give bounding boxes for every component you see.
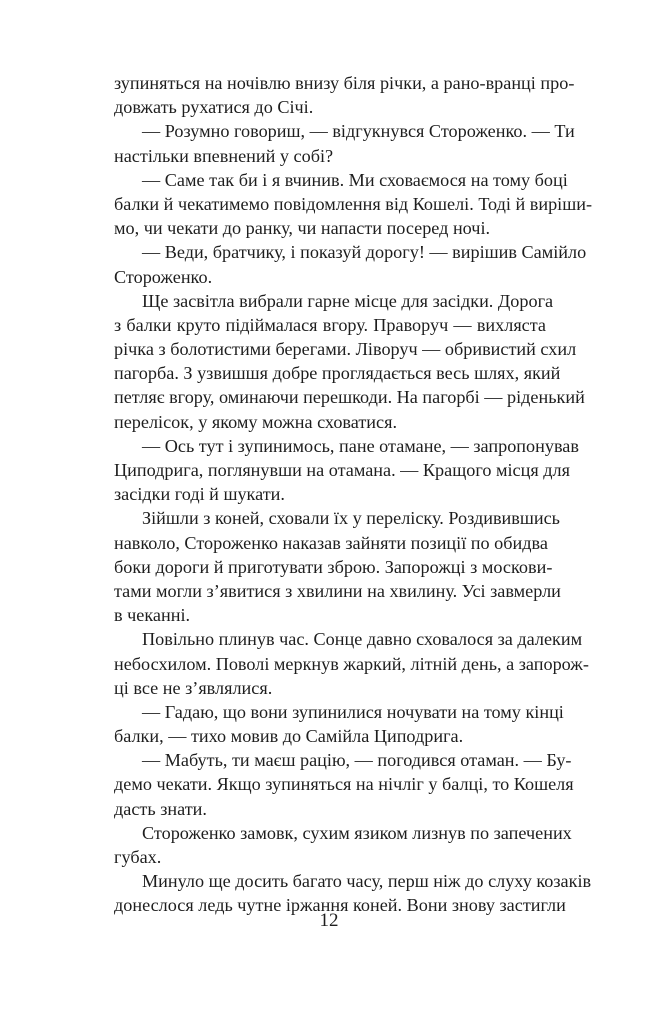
text-line: пагорба. З узвишшя добре проглядається весь шлях, який (114, 363, 561, 384)
text-line: петляє вгору, оминаючи перешкоди. На пагорбі — ріденький (114, 387, 585, 408)
text-line: балки, — тихо мовив до Самійла Циподрига. (114, 726, 464, 747)
text-line: небосхилом. Поволі меркнув жаркий, літній день, а запорож- (114, 653, 589, 674)
text-line: — Розумно говориш, — відгукнувся Стороженко. — Ти (142, 121, 575, 142)
text-line: — Веди, братчику, і показуй дорогу! — вирішив Самійло (142, 242, 587, 263)
text-line: зупиняться на ночівлю внизу біля річки, а рано-вранці про- (114, 73, 575, 93)
text-line: з балки круто підіймалася вгору. Праворуч — вихляста (114, 314, 546, 335)
text-line: настільки впевнений у собі? (114, 145, 334, 166)
text-line: дасть знати. (114, 798, 207, 819)
text-line: засідки годі й шукати. (114, 484, 285, 505)
text-line: балки й чекатимемо повідомлення від Кошелі. Тоді й виріши- (114, 193, 593, 214)
text-line: Ще засвітла вибрали гарне місце для засідки. Дорога (142, 290, 554, 311)
text-line: навколо, Стороженко наказав зайняти позиції по обидва (114, 532, 548, 553)
page-number: 12 (319, 910, 339, 931)
text-line: Циподрига, поглянувши на отамана. — Кращого місця для (114, 460, 570, 480)
text-line: боки дороги й приготувати зброю. Запорожці з москови- (114, 556, 553, 577)
text-line: перелісок, у якому можна сховатися. (114, 411, 398, 432)
text-line: демо чекати. Якщо зупиняться на нічліг у балці, то Кошеля (114, 774, 574, 795)
text-line: — Гадаю, що вони зупинилися ночувати на тому кінці (142, 701, 564, 722)
text-line: тами могли з’явитися з хвилини на хвилину. Усі завмерли (114, 580, 561, 601)
text-line: — Ось тут і зупинимось, пане отамане, — запропонував (142, 435, 579, 456)
text-line: губах. (114, 847, 162, 867)
text-line: донеслося ледь чутне іржання коней. Вони знову застигли (114, 895, 566, 916)
text-line: — Саме так би і я вчинив. Ми сховаємося на тому боці (142, 169, 568, 190)
text-line: довжать рухатися до Січі. (114, 97, 314, 118)
text-line: Повільно плинув час. Сонце давно сховалося за далеким (142, 629, 583, 650)
text-line: мо, чи чекати до ранку, чи напасти посеред ночі. (114, 218, 491, 239)
text-line: ці все не з’являлися. (114, 677, 273, 698)
text-line: в чеканні. (114, 605, 191, 626)
text-line: Стороженко замовк, сухим язиком лизнув по запечених (142, 822, 572, 843)
text-line: — Мабуть, ти маєш рацію, — погодився отаман. — Бу- (142, 750, 572, 771)
text-line: Минуло ще досить багато часу, перш ніж до слуху козаків (142, 871, 592, 892)
book-page-body (114, 71, 593, 918)
text-line: Зійшли з коней, сховали їх у переліску. Роздивившись (142, 508, 560, 529)
text-line: річка з болотистими берегами. Ліворуч — обривистий схил (114, 339, 577, 360)
text-line: Стороженко. (114, 266, 213, 287)
